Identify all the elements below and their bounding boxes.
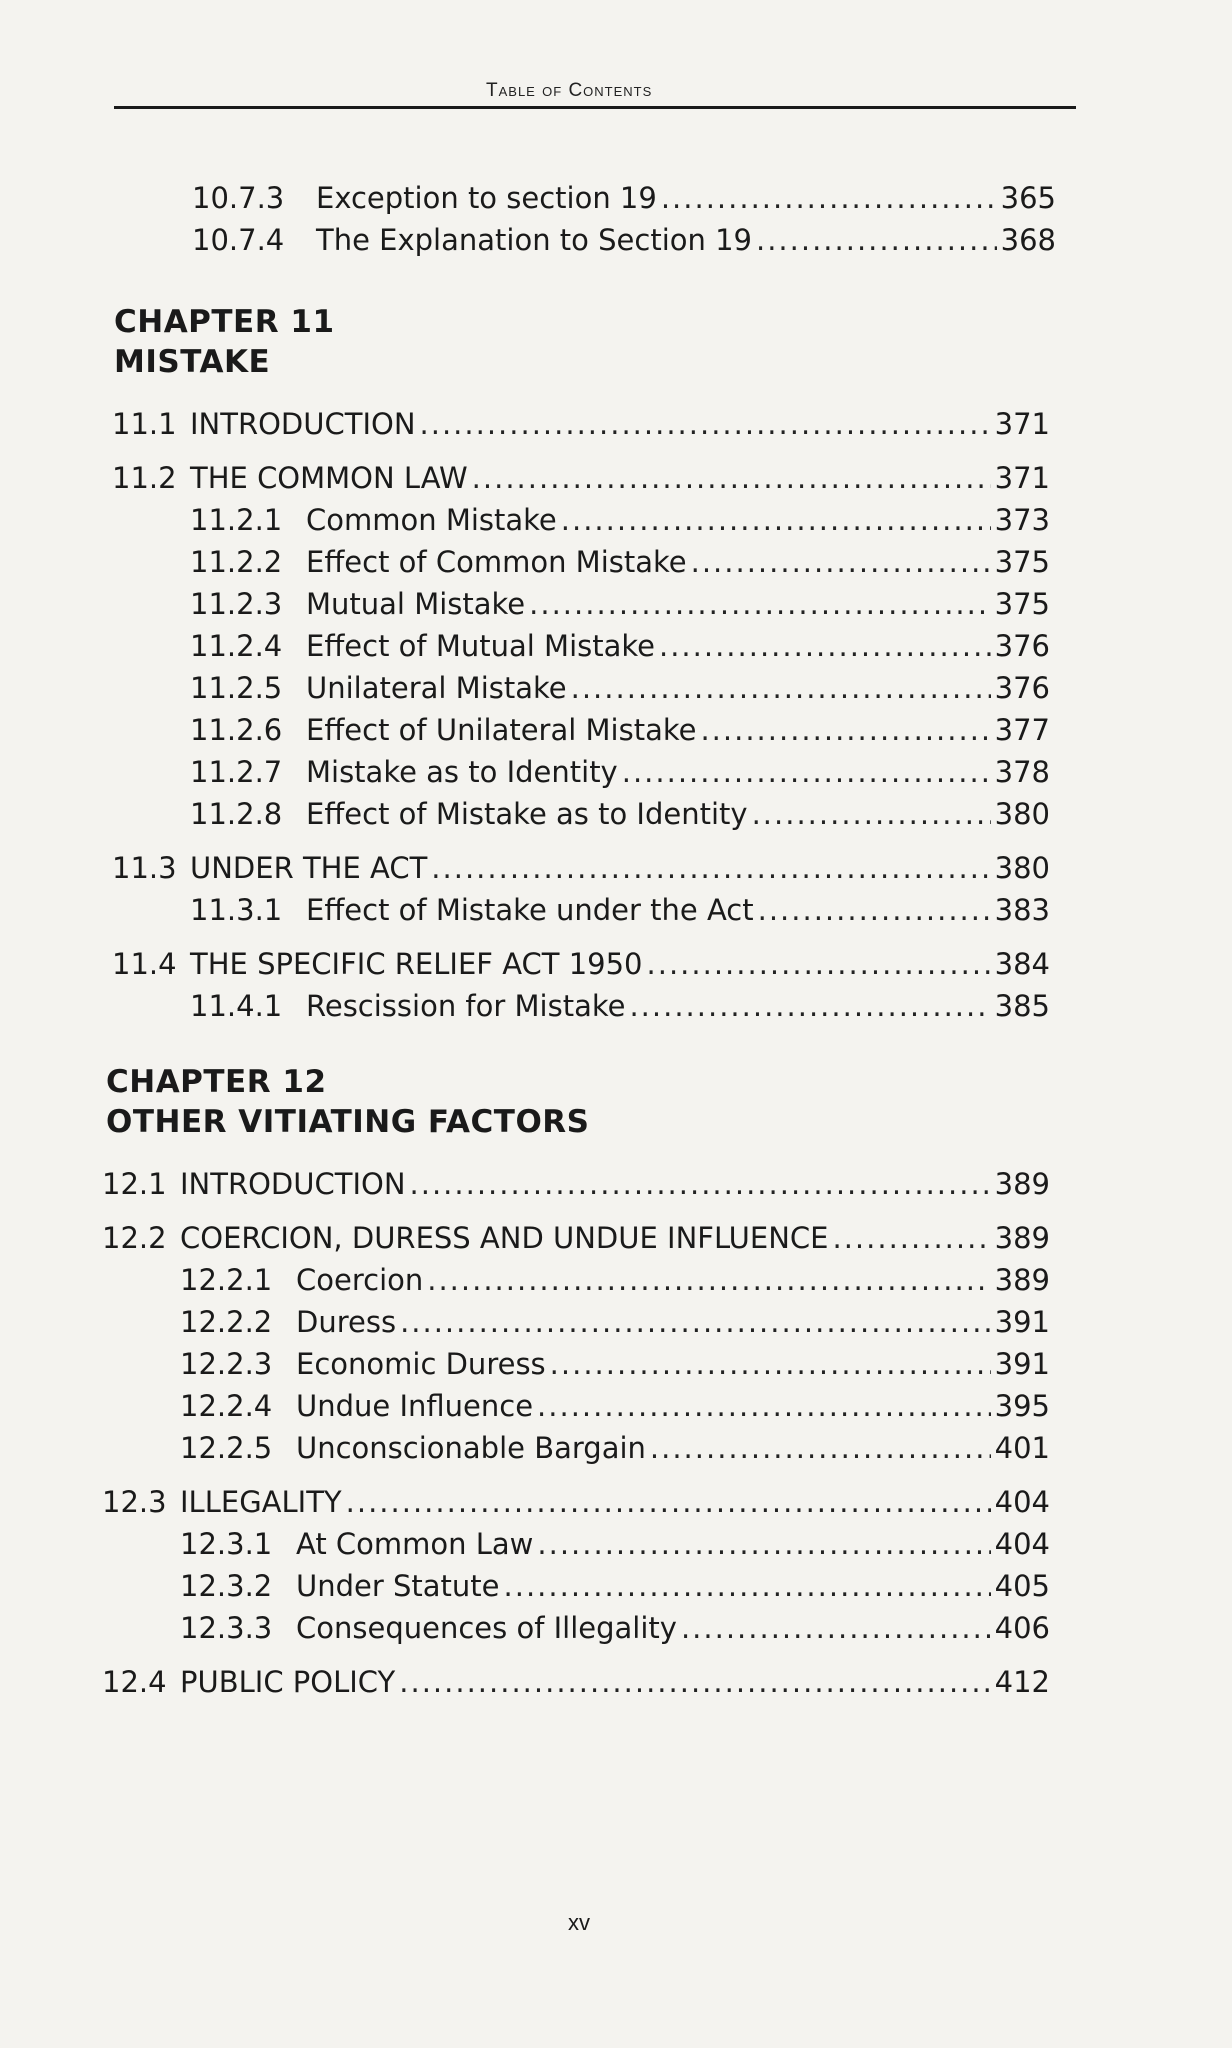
entry-number: 10.7.3 [192, 181, 285, 215]
entry-number: 11.2 [112, 461, 177, 495]
toc-entry [180, 1302, 1050, 1342]
entry-page-number: 404 [994, 1527, 1050, 1561]
entry-page-number: 384 [994, 947, 1050, 981]
dot-leader [758, 890, 991, 930]
toc-entry [180, 1608, 1050, 1648]
entry-title: Effect of Unilateral Mistake [306, 713, 697, 747]
entry-number: 10.7.4 [192, 223, 285, 257]
entry-page-number: 376 [994, 671, 1050, 705]
dot-leader [537, 1524, 990, 1564]
entry-page-number: 412 [994, 1665, 1050, 1699]
entry-number: 11.4.1 [190, 989, 283, 1023]
entry-page-number: 405 [994, 1569, 1050, 1603]
toc-entry [192, 220, 1056, 260]
entry-number: 11.2.6 [190, 713, 283, 747]
chapter-title: OTHER VITIATING FACTORS [106, 1104, 590, 1140]
dot-leader [647, 944, 991, 984]
entry-page-number: 389 [994, 1221, 1050, 1255]
toc-entry [112, 848, 1050, 888]
dot-leader [420, 404, 991, 444]
entry-title: Consequences of Illegality [296, 1611, 677, 1645]
entry-number: 12.2.1 [180, 1263, 273, 1297]
toc-entry [190, 668, 1050, 708]
dot-leader [472, 458, 991, 498]
toc-entry [190, 752, 1050, 792]
page-number: xv [568, 1910, 590, 1935]
entry-number: 12.1 [102, 1167, 167, 1201]
toc-entry [180, 1386, 1050, 1426]
toc-entry [180, 1344, 1050, 1384]
toc-entry [112, 404, 1050, 444]
dot-leader [537, 1386, 991, 1426]
entry-number: 11.2.8 [190, 797, 283, 831]
entry-page-number: 371 [994, 461, 1050, 495]
toc-entry [102, 1662, 1050, 1702]
entry-page-number: 389 [994, 1263, 1050, 1297]
entry-title: Effect of Common Mistake [306, 545, 687, 579]
toc-entry [180, 1428, 1050, 1468]
entry-page-number: 375 [994, 587, 1050, 621]
entry-page-number: 391 [994, 1347, 1050, 1381]
entry-title: INTRODUCTION [180, 1167, 406, 1201]
entry-number: 12.2.5 [180, 1431, 273, 1465]
entry-page-number: 376 [994, 629, 1050, 663]
entry-number: 11.2.5 [190, 671, 283, 705]
entry-title: Duress [296, 1305, 397, 1339]
entry-title: THE COMMON LAW [190, 461, 468, 495]
entry-number: 11.1 [112, 407, 177, 441]
toc-entry [180, 1524, 1050, 1564]
chapter-title: MISTAKE [114, 344, 271, 380]
entry-page-number: 375 [994, 545, 1050, 579]
entry-title: Exception to section 19 [316, 181, 657, 215]
toc-entry [102, 1164, 1050, 1204]
entry-title: Unilateral Mistake [306, 671, 567, 705]
dot-leader [561, 500, 991, 540]
entry-title: UNDER THE ACT [190, 851, 428, 885]
dot-leader [410, 1164, 991, 1204]
entry-page-number: 404 [994, 1485, 1050, 1519]
entry-number: 12.2.4 [180, 1389, 273, 1423]
entry-page-number: 368 [1000, 223, 1056, 257]
toc-entry [180, 1260, 1050, 1300]
dot-leader [622, 752, 991, 792]
dot-leader [832, 1218, 990, 1258]
entry-number: 11.2.4 [190, 629, 283, 663]
entry-number: 12.3 [102, 1485, 167, 1519]
entry-title: Under Statute [296, 1569, 500, 1603]
toc-entry [190, 584, 1050, 624]
entry-number: 12.3.1 [180, 1527, 273, 1561]
entry-number: 12.2.2 [180, 1305, 273, 1339]
dot-leader [629, 986, 990, 1026]
dot-leader [399, 1662, 990, 1702]
dot-leader [700, 710, 990, 750]
entry-title: Common Mistake [306, 503, 557, 537]
dot-leader [756, 220, 997, 260]
entry-number: 11.2.3 [190, 587, 283, 621]
dot-leader [571, 668, 991, 708]
toc-entry [112, 944, 1050, 984]
dot-leader [550, 1344, 991, 1384]
entry-page-number: 401 [994, 1431, 1050, 1465]
entry-page-number: 385 [994, 989, 1050, 1023]
entry-title: Effect of Mistake as to Identity [306, 797, 748, 831]
toc-entry [192, 178, 1056, 218]
entry-page-number: 389 [994, 1167, 1050, 1201]
entry-number: 11.3 [112, 851, 177, 885]
entry-title: Mistake as to Identity [306, 755, 618, 789]
entry-title: Rescission for Mistake [306, 989, 626, 1023]
entry-title: At Common Law [296, 1527, 534, 1561]
entry-page-number: 380 [994, 851, 1050, 885]
dot-leader [529, 584, 991, 624]
toc-entry [190, 710, 1050, 750]
entry-number: 12.2 [102, 1221, 167, 1255]
entry-page-number: 383 [994, 893, 1050, 927]
entry-title: Unconscionable Bargain [296, 1431, 646, 1465]
entry-page-number: 406 [994, 1611, 1050, 1645]
dot-leader [400, 1302, 991, 1342]
entry-number: 11.2.1 [190, 503, 283, 537]
entry-page-number: 395 [994, 1389, 1050, 1423]
toc-entry [190, 890, 1050, 930]
entry-page-number: 365 [1000, 181, 1056, 215]
toc-entry [190, 986, 1050, 1026]
entry-page-number: 378 [994, 755, 1050, 789]
dot-leader [661, 178, 997, 218]
entry-number: 11.4 [112, 947, 177, 981]
dot-leader [431, 848, 990, 888]
chapter-heading: CHAPTER 12 [106, 1064, 327, 1100]
toc-entry [112, 458, 1050, 498]
toc-entry [190, 542, 1050, 582]
running-head: Table of Contents [486, 80, 653, 101]
dot-leader [659, 626, 991, 666]
dot-leader [691, 542, 991, 582]
entry-title: INTRODUCTION [190, 407, 416, 441]
entry-number: 11.2.7 [190, 755, 283, 789]
dot-leader [650, 1428, 991, 1468]
entry-number: 12.4 [102, 1665, 167, 1699]
entry-title: Mutual Mistake [306, 587, 526, 621]
entry-page-number: 371 [994, 407, 1050, 441]
entry-title: Undue Influence [296, 1389, 534, 1423]
entry-title: The Explanation to Section 19 [316, 223, 752, 257]
toc-entry [180, 1566, 1050, 1606]
entry-page-number: 380 [994, 797, 1050, 831]
entry-title: Effect of Mutual Mistake [306, 629, 655, 663]
entry-number: 12.3.2 [180, 1569, 273, 1603]
header-rule [114, 106, 1076, 109]
entry-page-number: 377 [994, 713, 1050, 747]
dot-leader [427, 1260, 990, 1300]
dot-leader [681, 1608, 991, 1648]
chapter-heading: CHAPTER 11 [114, 304, 335, 340]
entry-title: COERCION, DURESS AND UNDUE INFLUENCE [180, 1221, 829, 1255]
entry-number: 11.2.2 [190, 545, 283, 579]
entry-title: THE SPECIFIC RELIEF ACT 1950 [190, 947, 643, 981]
entry-page-number: 391 [994, 1305, 1050, 1339]
dot-leader [346, 1482, 991, 1522]
entry-page-number: 373 [994, 503, 1050, 537]
dot-leader [504, 1566, 991, 1606]
entry-title: ILLEGALITY [180, 1485, 342, 1519]
entry-title: PUBLIC POLICY [180, 1665, 396, 1699]
entry-number: 11.3.1 [190, 893, 283, 927]
toc-entry [102, 1218, 1050, 1258]
entry-number: 12.2.3 [180, 1347, 273, 1381]
toc-entry [190, 626, 1050, 666]
toc-entry [190, 500, 1050, 540]
entry-title: Effect of Mistake under the Act [306, 893, 754, 927]
entry-number: 12.3.3 [180, 1611, 273, 1645]
toc-entry [190, 794, 1050, 834]
entry-title: Coercion [296, 1263, 424, 1297]
dot-leader [752, 794, 991, 834]
entry-title: Economic Duress [296, 1347, 546, 1381]
toc-entry [102, 1482, 1050, 1522]
